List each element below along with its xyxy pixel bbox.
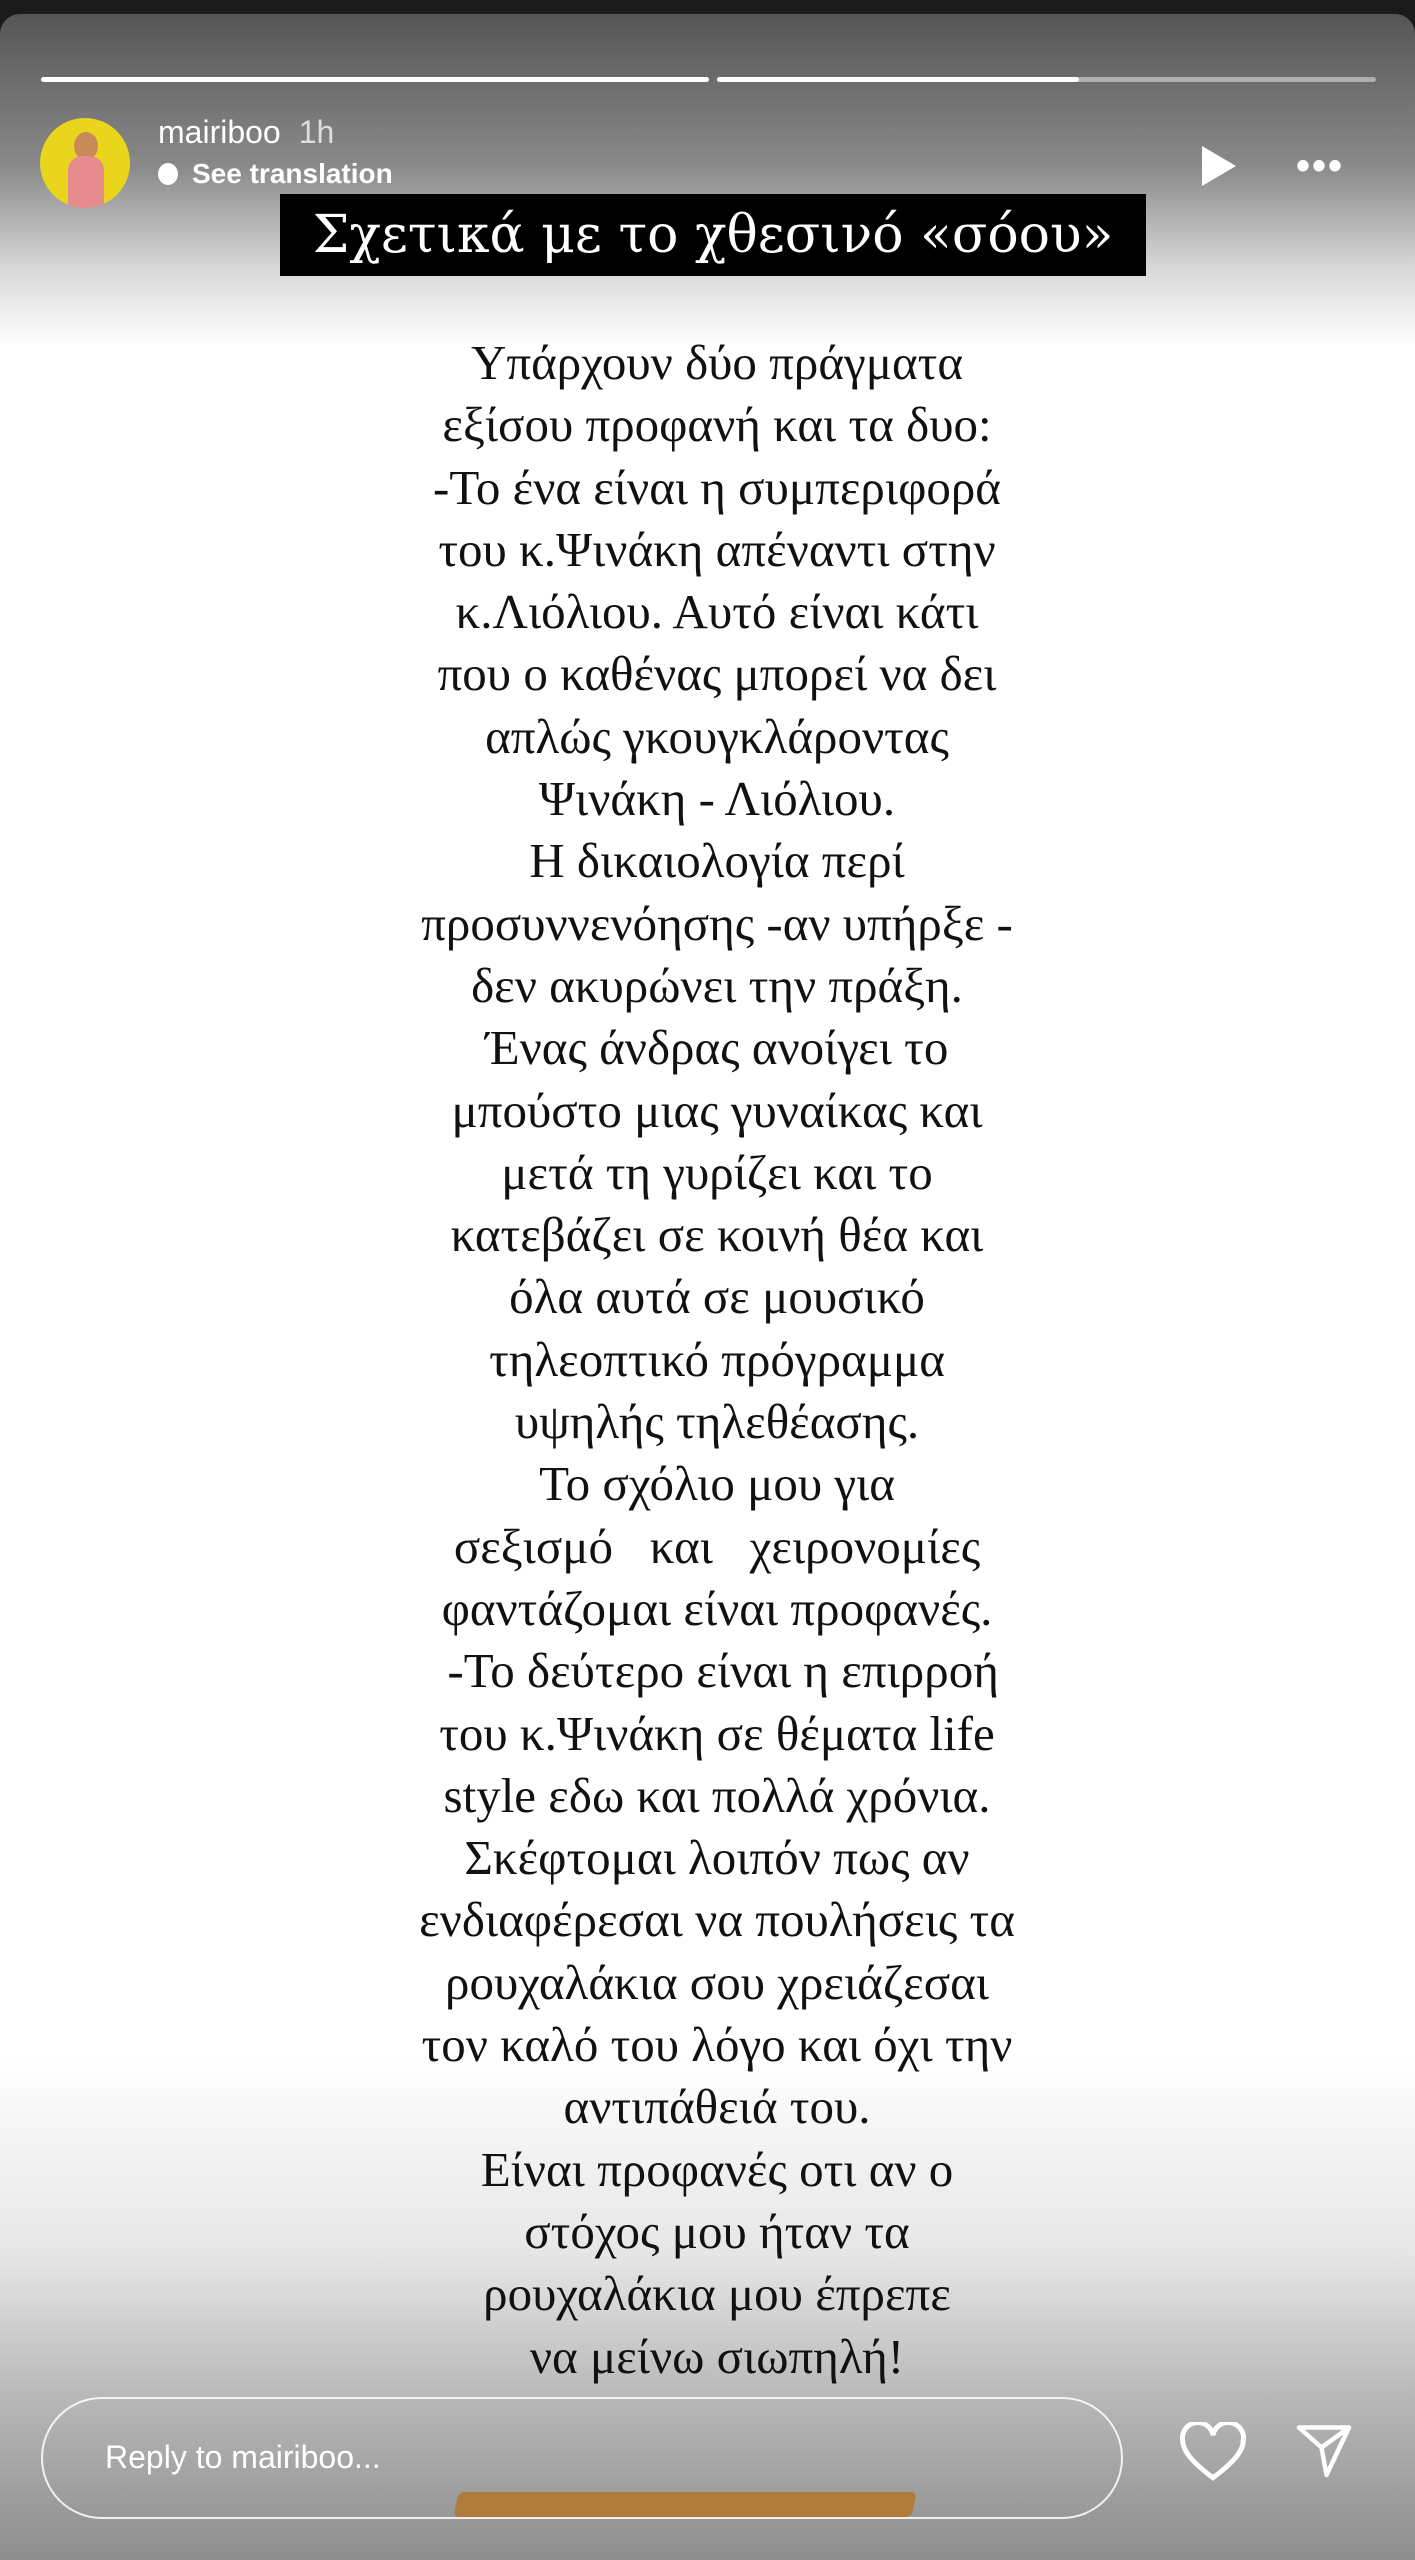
body-line: κατεβάζει σε κοινή θέα και (450, 1207, 984, 1263)
body-line: μπούστο μιας γυναίκας και (451, 1082, 983, 1138)
translate-icon (158, 163, 178, 185)
story-title: Σχετικά με το χθεσινό «σόου» (280, 194, 1146, 276)
see-translation-button[interactable] (158, 158, 393, 190)
timestamp: 1h (298, 114, 335, 150)
body-line: Ψινάκη - Λιόλιου. (538, 771, 896, 827)
story-header (158, 114, 334, 151)
body-line: προσυννενόησης -αν υπήρξε - (421, 895, 1013, 951)
send-icon[interactable] (1294, 2420, 1354, 2480)
body-line: τηλεοπτικό πρόγραμμα (489, 1331, 945, 1387)
body-line: style εδω και πολλά χρόνια. (443, 1767, 991, 1823)
body-line: φαντάζομαι είναι προφανές. (441, 1580, 993, 1636)
body-line: -Το ένα είναι η συμπεριφορά (433, 459, 1001, 515)
heart-icon[interactable] (1180, 2422, 1246, 2484)
body-line: στόχος μου ήταν τα (524, 2203, 910, 2259)
body-line: ρουχαλάκια μου έπρεπε (483, 2266, 951, 2322)
reply-input[interactable] (41, 2397, 1123, 2519)
body-line: τον καλό του λόγο και όχι την (421, 2017, 1013, 2073)
see-translation-label: See translation (192, 158, 393, 189)
body-line: δεν ακυρώνει την πράξη. (471, 957, 963, 1013)
body-line: ενδιαφέρεσαι να πουλήσεις τα (419, 1892, 1015, 1948)
progress-fill (717, 77, 1079, 82)
avatar[interactable] (40, 118, 130, 208)
body-line: αντιπάθειά του. (563, 2079, 871, 2135)
body-line: υψηλής τηλεθέασης. (514, 1394, 920, 1450)
body-line: Το σχόλιο μου για (539, 1456, 895, 1512)
body-line: Ένας άνδρας ανοίγει το (485, 1020, 949, 1076)
body-line: του κ.Ψινάκη απέναντι στην (438, 521, 996, 577)
body-line: Η δικαιολογία περί (529, 833, 905, 889)
body-line: μετά τη γυρίζει και το (501, 1144, 933, 1200)
username[interactable]: mairiboo (158, 114, 281, 150)
story-card (0, 14, 1415, 2560)
body-line: Σκέφτομαι λοιπόν πως αν (464, 1830, 970, 1886)
body-line: Είναι προφανές οτι αν ο (480, 2141, 954, 2197)
reply-placeholder: Reply to mairiboo... (105, 2439, 381, 2475)
body-line: όλα αυτά σε μουσικό (509, 1269, 925, 1325)
body-line: κ.Λιόλιου. Αυτό είναι κάτι (455, 584, 979, 640)
body-line: ρουχαλάκια σου χρειάζεσαι (445, 1954, 989, 2010)
body-line: Υπάρχουν δύο πράγματα (470, 335, 963, 390)
body-line: -Το δεύτερο είναι η επιρροή (435, 1643, 999, 1699)
progress-fill (41, 77, 709, 82)
progress-segment-2 (717, 77, 1376, 82)
play-icon[interactable] (1202, 146, 1236, 186)
body-line: να μείνω σιωπηλή! (529, 2328, 905, 2384)
body-line: εξίσου προφανή και τα δυο: (442, 397, 992, 453)
body-line: σεξισμό και χειρονομίες (453, 1518, 981, 1574)
body-line: του κ.Ψινάκη σε θέματα life (439, 1705, 995, 1761)
progress-segment-1 (41, 77, 709, 82)
body-line: απλώς γκουγκλάροντας (485, 708, 949, 764)
body-line: που ο καθένας μπορεί να δει (437, 646, 997, 702)
more-options-icon[interactable]: ••• (1296, 144, 1345, 188)
story-body-text (300, 332, 1134, 2388)
